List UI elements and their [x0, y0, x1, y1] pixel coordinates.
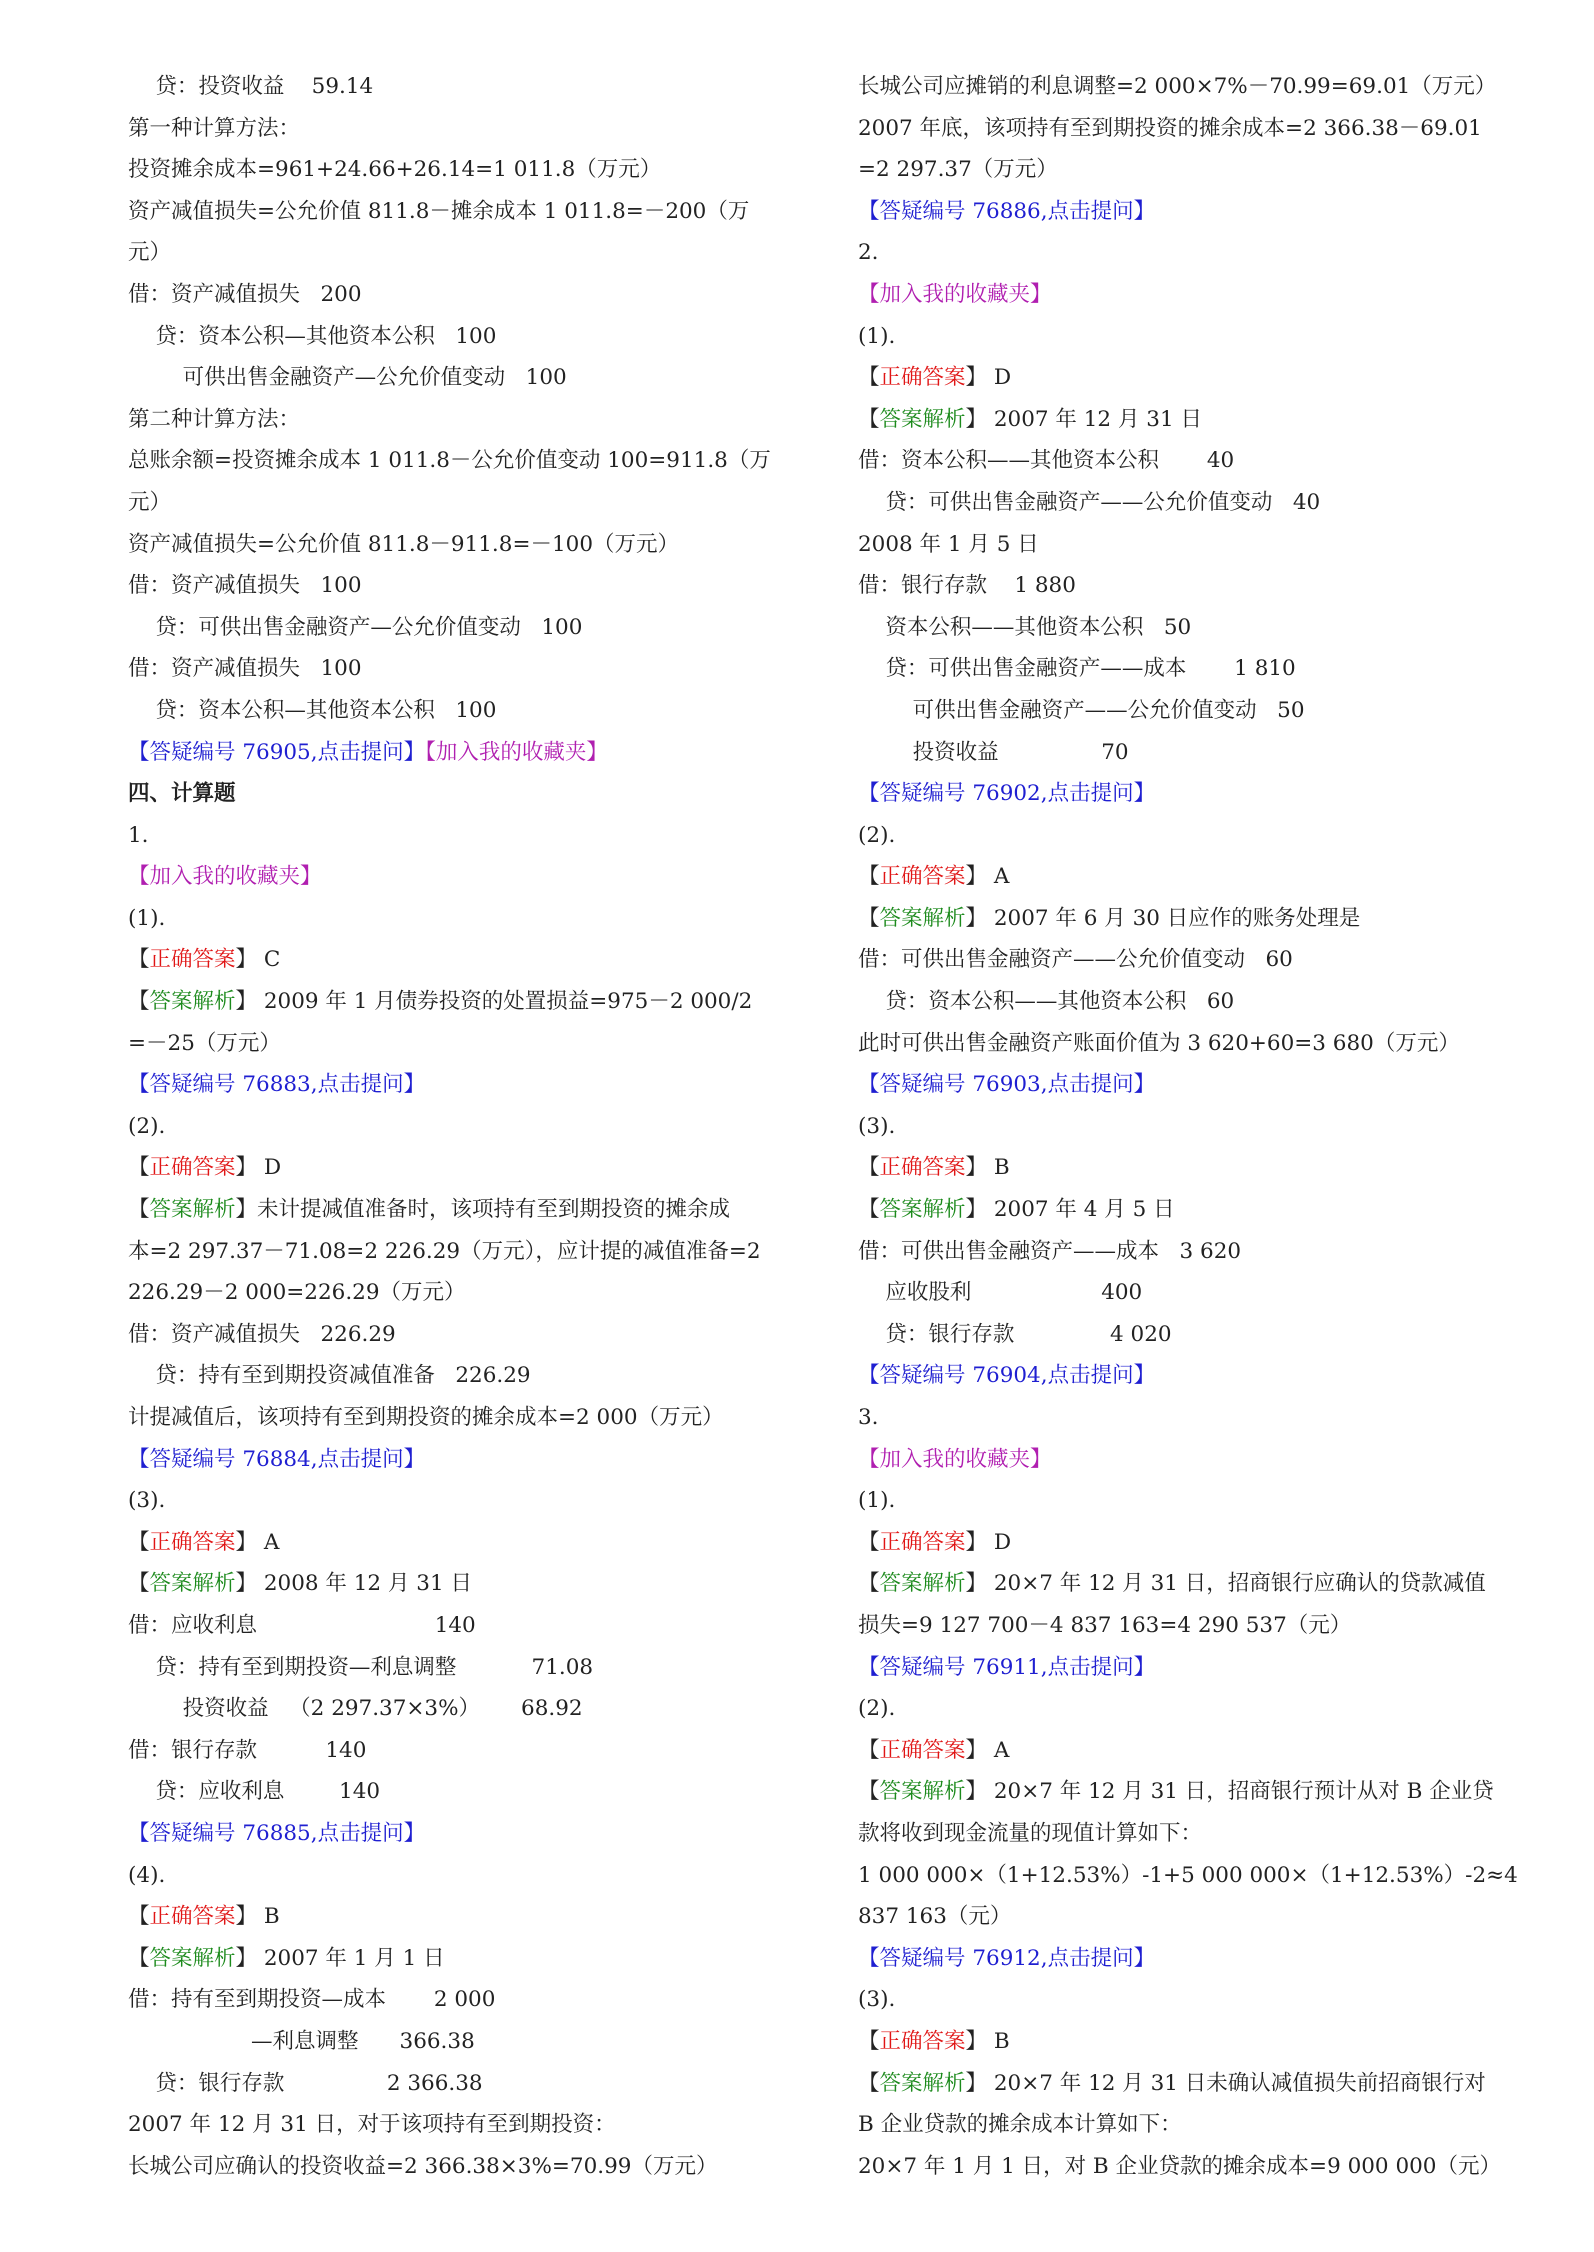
right-column	[858, 66, 1548, 2187]
text-span: 【	[858, 406, 880, 432]
text-line: 借：银行存款 140	[128, 1737, 367, 1763]
correct-answer-label: 正确答案	[879, 2028, 966, 2054]
question-link[interactable]: 【答疑编号 76886,点击提问】	[858, 198, 1156, 224]
text-span: 】 20×7 年 12 月 31 日，招商银行应确认的贷款减值	[965, 1571, 1486, 1597]
text-line: =－25（万元）	[128, 1030, 281, 1056]
answer-analysis-line	[858, 1563, 1548, 1605]
text-span: 】 A	[965, 864, 1010, 890]
correct-answer-label: 正确答案	[879, 1737, 966, 1763]
text-line: 元）	[128, 489, 172, 515]
text-line: 计提减值后，该项持有至到期投资的摊余成本=2 000（万元）	[128, 1405, 724, 1430]
text-line: 本=2 297.37－71.08=2 226.29（万元），应计提的减值准备=2	[128, 1238, 761, 1264]
text-span: 】 D	[235, 1155, 282, 1181]
favorite-link[interactable]: 【加入我的收藏夹】	[128, 864, 322, 890]
correct-answer-label: 正确答案	[149, 1155, 236, 1181]
correct-answer-label: 正确答案	[879, 1155, 966, 1181]
text-span: 】 2007 年 12 月 31 日	[965, 406, 1202, 432]
text-span: 【	[128, 1904, 150, 1930]
text-span: 【	[858, 1571, 880, 1597]
text-line: (2).	[858, 822, 896, 848]
text-span: 【	[858, 864, 880, 890]
text-line: (1).	[128, 905, 166, 931]
question-link[interactable]: 【答疑编号 76884,点击提问】	[128, 1446, 426, 1472]
favorite-link[interactable]: 【加入我的收藏夹】	[425, 739, 608, 765]
text-line: (1).	[858, 1488, 896, 1514]
text-line: (2).	[128, 1113, 166, 1139]
link-row	[128, 732, 818, 774]
text-line: 借：资产减值损失 200	[128, 281, 362, 307]
text-line: 贷：持有至到期投资—利息调整 71.08	[128, 1654, 594, 1680]
question-link[interactable]: 【答疑编号 76912,点击提问】	[858, 1945, 1156, 1971]
answer-analysis-line	[858, 1771, 1548, 1813]
left-column	[128, 66, 818, 2187]
text-line: (3).	[128, 1488, 166, 1514]
text-span: 【	[128, 1529, 150, 1555]
text-line: 借：持有至到期投资—成本 2 000	[128, 1987, 496, 2013]
text-line: 贷：投资收益 59.14	[128, 74, 374, 99]
text-span: 【	[128, 1571, 150, 1597]
text-line: 第一种计算方法：	[128, 115, 301, 141]
text-line: 此时可供出售金融资产账面价值为 3 620+60=3 680（万元）	[858, 1030, 1460, 1056]
correct-answer-line	[128, 939, 818, 981]
text-line: 应收股利 400	[858, 1280, 1143, 1306]
text-span: 【	[858, 2028, 880, 2054]
correct-answer-label: 正确答案	[149, 1904, 236, 1930]
text-span: 】 A	[235, 1529, 280, 1555]
text-span: 【	[128, 947, 150, 973]
text-line: 贷：资本公积—其他资本公积 100	[128, 323, 497, 349]
favorite-link[interactable]: 【加入我的收藏夹】	[858, 1446, 1052, 1472]
answer-analysis-line	[128, 1563, 818, 1605]
text-line: 资产减值损失=公允价值 811.8－摊余成本 1 011.8=－200（万	[128, 198, 750, 224]
text-span: 】 C	[235, 947, 281, 973]
answer-analysis-line	[128, 1189, 818, 1231]
text-line: 20×7 年 1 月 1 日，对 B 企业贷款的摊余成本=9 000 000（元）	[858, 2153, 1501, 2179]
correct-answer-line	[858, 1147, 1548, 1189]
favorite-link[interactable]: 【加入我的收藏夹】	[858, 281, 1052, 307]
text-span: 【	[858, 1155, 880, 1181]
text-span: 】 B	[965, 1155, 1010, 1181]
text-span: 】未计提减值准备时，该项持有至到期投资的摊余成	[235, 1197, 731, 1223]
correct-answer-label: 正确答案	[149, 1529, 236, 1555]
answer-analysis-label: 答案解析	[149, 1197, 236, 1223]
text-line: B 企业贷款的摊余成本计算如下：	[858, 2112, 1182, 2138]
text-span: 【	[858, 365, 880, 391]
text-span: 】 A	[965, 1737, 1010, 1763]
text-line: 借：应收利息 140	[128, 1612, 476, 1638]
text-line: 贷：资本公积—其他资本公积 100	[128, 697, 497, 723]
text-line: 贷：应收利息 140	[128, 1779, 381, 1805]
correct-answer-line	[128, 1522, 818, 1564]
text-span: 】 B	[235, 1904, 280, 1930]
text-span: 【	[858, 2070, 880, 2096]
text-span: 【	[128, 989, 150, 1015]
correct-answer-line	[128, 1147, 818, 1189]
answer-analysis-line	[858, 399, 1548, 441]
text-span: 】 2007 年 1 月 1 日	[235, 1945, 445, 1971]
text-span: 】 D	[965, 365, 1012, 391]
text-line: 贷：可供出售金融资产——成本 1 810	[858, 656, 1296, 682]
text-line: 2007 年底，该项持有至到期投资的摊余成本=2 366.38－69.01	[858, 115, 1482, 141]
text-line: (3).	[858, 1987, 896, 2013]
text-line: 借：资产减值损失 100	[128, 573, 362, 599]
correct-answer-line	[858, 1730, 1548, 1772]
text-line: 可供出售金融资产——公允价值变动 50	[858, 697, 1305, 723]
correct-answer-line	[128, 1896, 818, 1938]
text-line: 借：资产减值损失 226.29	[128, 1321, 396, 1347]
question-link[interactable]: 【答疑编号 76902,点击提问】	[858, 781, 1156, 807]
answer-analysis-line	[128, 981, 818, 1023]
answer-analysis-line	[858, 1189, 1548, 1231]
text-span: 】 2007 年 6 月 30 日应作的账务处理是	[965, 905, 1361, 931]
text-line: 第二种计算方法：	[128, 406, 301, 432]
text-line: 长城公司应摊销的利息调整=2 000×7%－70.99=69.01（万元）	[858, 74, 1497, 99]
answer-analysis-label: 答案解析	[879, 1571, 966, 1597]
text-line: 2.	[858, 240, 879, 266]
text-line: —利息调整 366.38	[128, 2028, 475, 2054]
question-link[interactable]: 【答疑编号 76883,点击提问】	[128, 1072, 426, 1098]
answer-analysis-label: 答案解析	[149, 1571, 236, 1597]
text-span: 【	[858, 905, 880, 931]
text-line: 投资收益 （2 297.37×3%） 68.92	[128, 1696, 583, 1722]
question-link[interactable]: 【答疑编号 76903,点击提问】	[858, 1072, 1156, 1098]
text-line: 资产减值损失=公允价值 811.8－911.8=－100（万元）	[128, 531, 680, 557]
text-span: 】 D	[965, 1529, 1012, 1555]
text-line: 款将收到现金流量的现值计算如下：	[858, 1820, 1203, 1846]
correct-answer-line	[858, 357, 1548, 399]
question-link[interactable]: 【答疑编号 76905,点击提问】	[128, 739, 426, 765]
text-line: 长城公司应确认的投资收益=2 366.38×3%=70.99（万元）	[128, 2153, 718, 2179]
text-line: 借：资本公积——其他资本公积 40	[858, 448, 1235, 474]
question-link[interactable]: 【答疑编号 76911,点击提问】	[858, 1654, 1156, 1680]
answer-analysis-line	[858, 2063, 1548, 2105]
question-link[interactable]: 【答疑编号 76904,点击提问】	[858, 1363, 1156, 1389]
answer-analysis-label: 答案解析	[879, 2070, 966, 2096]
text-line: =2 297.37（万元）	[858, 157, 1058, 183]
answer-analysis-label: 答案解析	[149, 1945, 236, 1971]
text-line: (1).	[858, 323, 896, 349]
text-line: 贷：资本公积——其他资本公积 60	[858, 989, 1235, 1015]
correct-answer-label: 正确答案	[879, 1529, 966, 1555]
text-line: 2007 年 12 月 31 日，对于该项持有至到期投资：	[128, 2112, 616, 2138]
answer-analysis-label: 答案解析	[879, 1197, 966, 1223]
text-span: 】 B	[965, 2028, 1010, 2054]
text-line: 837 163（元）	[858, 1904, 1012, 1930]
text-span: 】 2009 年 1 月债券投资的处置损益=975－2 000/2	[235, 989, 753, 1015]
text-line: 1 000 000×（1+12.53%）-1+5 000 000×（1+12.53%）-2≈4	[858, 1862, 1518, 1888]
text-line: 贷：可供出售金融资产——公允价值变动 40	[858, 489, 1321, 515]
section-heading: 四、计算题	[128, 781, 236, 807]
text-span: 】 20×7 年 12 月 31 日未确认减值损失前招商银行对	[965, 2070, 1486, 2096]
text-line: 借：可供出售金融资产——公允价值变动 60	[858, 947, 1293, 973]
text-span: 【	[128, 1155, 150, 1181]
text-line: (4).	[128, 1862, 166, 1888]
text-line: 2008 年 1 月 5 日	[858, 531, 1039, 557]
text-line: 资本公积——其他资本公积 50	[858, 614, 1192, 640]
text-line: 贷：银行存款 4 020	[858, 1321, 1172, 1347]
text-line: 总账余额=投资摊余成本 1 011.8－公允价值变动 100=911.8（万	[128, 448, 771, 474]
text-line: 贷：银行存款 2 366.38	[128, 2070, 483, 2096]
text-line: 借：资产减值损失 100	[128, 656, 362, 682]
text-line: 贷：持有至到期投资减值准备 226.29	[128, 1363, 531, 1389]
text-span: 【	[858, 1737, 880, 1763]
text-line: 3.	[858, 1405, 879, 1430]
text-span: 】 2007 年 4 月 5 日	[965, 1197, 1175, 1223]
answer-analysis-line	[858, 898, 1548, 940]
correct-answer-line	[858, 1522, 1548, 1564]
correct-answer-label: 正确答案	[879, 864, 966, 890]
text-span: 】 20×7 年 12 月 31 日，招商银行预计从对 B 企业贷	[965, 1779, 1494, 1805]
text-line: 借：可供出售金融资产——成本 3 620	[858, 1238, 1242, 1264]
text-span: 【	[858, 1529, 880, 1555]
text-line: 1.	[128, 822, 149, 848]
text-span: 【	[858, 1197, 880, 1223]
text-line: 投资收益 70	[858, 739, 1129, 765]
text-line: 元）	[128, 240, 172, 266]
text-line: 贷：可供出售金融资产—公允价值变动 100	[128, 614, 583, 640]
answer-analysis-label: 答案解析	[879, 406, 966, 432]
answer-analysis-line	[128, 1938, 818, 1980]
text-span: 【	[128, 1197, 150, 1223]
text-line: (3).	[858, 1113, 896, 1139]
text-line: 投资摊余成本=961+24.66+26.14=1 011.8（万元）	[128, 157, 662, 183]
answer-analysis-label: 答案解析	[149, 989, 236, 1015]
correct-answer-label: 正确答案	[149, 947, 236, 973]
correct-answer-line	[858, 856, 1548, 898]
text-line: (2).	[858, 1696, 896, 1722]
text-span: 【	[128, 1945, 150, 1971]
text-span: 【	[858, 1779, 880, 1805]
correct-answer-line	[858, 2021, 1548, 2063]
text-line: 226.29－2 000=226.29（万元）	[128, 1280, 466, 1306]
question-link[interactable]: 【答疑编号 76885,点击提问】	[128, 1820, 426, 1846]
text-line: 可供出售金融资产—公允价值变动 100	[128, 365, 567, 391]
text-span: 】 2008 年 12 月 31 日	[235, 1571, 472, 1597]
answer-analysis-label: 答案解析	[879, 1779, 966, 1805]
answer-analysis-label: 答案解析	[879, 905, 966, 931]
text-line: 借：银行存款 1 880	[858, 573, 1076, 599]
text-line: 损失=9 127 700－4 837 163=4 290 537（元）	[858, 1612, 1352, 1638]
correct-answer-label: 正确答案	[879, 365, 966, 391]
